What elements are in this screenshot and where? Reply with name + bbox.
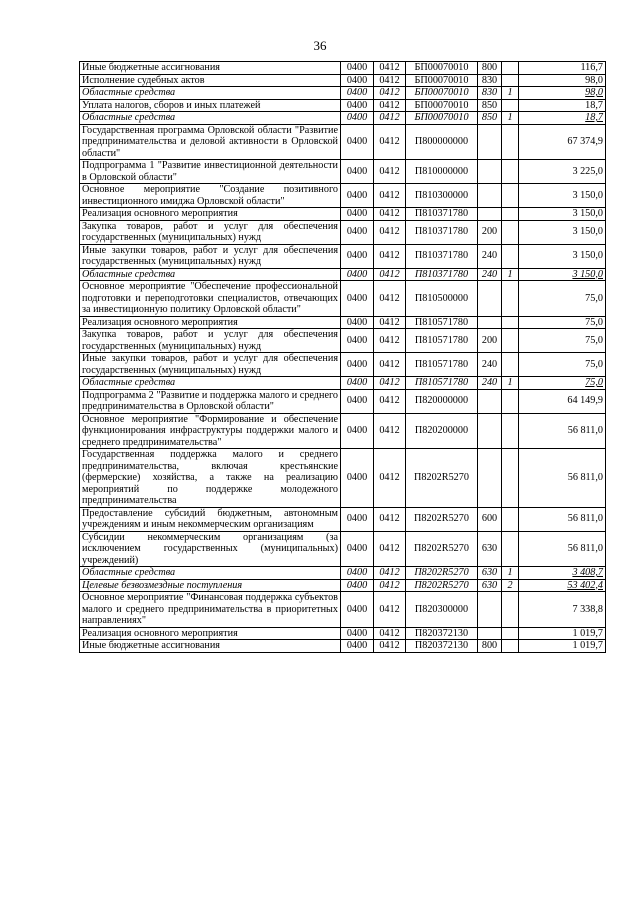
row-expense-type xyxy=(478,281,502,317)
row-expense-type: 200 xyxy=(478,329,502,353)
table-row xyxy=(80,62,606,75)
row-section-code: 0400 xyxy=(341,160,374,184)
table-row xyxy=(80,268,606,281)
row-name: Областные средства xyxy=(80,112,341,125)
row-target-article: П810300000 xyxy=(406,184,478,208)
row-expense-type: 200 xyxy=(478,220,502,244)
row-amount: 18,7 xyxy=(519,99,606,112)
row-target-article: П8202R5270 xyxy=(406,531,478,567)
row-amount: 3 150,0 xyxy=(519,220,606,244)
row-name: Иные бюджетные ассигнования xyxy=(80,62,341,75)
row-subsection-code: 0412 xyxy=(374,184,406,208)
row-amount: 67 374,9 xyxy=(519,124,606,160)
row-target-article: БП00070010 xyxy=(406,87,478,100)
row-funding-source xyxy=(502,316,519,329)
table-row xyxy=(80,87,606,100)
row-expense-type: 830 xyxy=(478,87,502,100)
table-row xyxy=(80,579,606,592)
row-amount: 3 150,0 xyxy=(519,244,606,268)
row-subsection-code: 0412 xyxy=(374,377,406,390)
row-target-article: П820372130 xyxy=(406,627,478,640)
row-expense-type: 240 xyxy=(478,268,502,281)
row-section-code: 0400 xyxy=(341,268,374,281)
row-subsection-code: 0412 xyxy=(374,389,406,413)
table-row xyxy=(80,124,606,160)
row-name: Основное мероприятие "Формирование и обеспечение функционирования инфраструктуры поддержки малого и среднего предпринимательства" xyxy=(80,413,341,449)
row-funding-source xyxy=(502,281,519,317)
row-amount: 1 019,7 xyxy=(519,640,606,653)
row-section-code: 0400 xyxy=(341,389,374,413)
row-section-code: 0400 xyxy=(341,244,374,268)
row-amount: 3 150,0 xyxy=(519,184,606,208)
row-section-code: 0400 xyxy=(341,329,374,353)
row-name: Закупка товаров, работ и услуг для обеспечения государственных (муниципальных) нужд xyxy=(80,220,341,244)
row-section-code: 0400 xyxy=(341,74,374,87)
row-subsection-code: 0412 xyxy=(374,329,406,353)
row-target-article: П8202R5270 xyxy=(406,579,478,592)
table-row xyxy=(80,449,606,508)
row-funding-source xyxy=(502,531,519,567)
table-row xyxy=(80,184,606,208)
row-funding-source xyxy=(502,329,519,353)
row-subsection-code: 0412 xyxy=(374,74,406,87)
row-section-code: 0400 xyxy=(341,640,374,653)
row-expense-type xyxy=(478,592,502,628)
row-funding-source xyxy=(502,627,519,640)
row-expense-type: 800 xyxy=(478,640,502,653)
row-subsection-code: 0412 xyxy=(374,507,406,531)
row-name: Реализация основного мероприятия xyxy=(80,208,341,221)
row-target-article: П810000000 xyxy=(406,160,478,184)
row-amount: 3 225,0 xyxy=(519,160,606,184)
row-target-article: П820300000 xyxy=(406,592,478,628)
row-expense-type xyxy=(478,389,502,413)
row-target-article: П810371780 xyxy=(406,244,478,268)
row-name: Иные закупки товаров, работ и услуг для обеспечения государственных (муниципальных) нужд xyxy=(80,353,341,377)
row-target-article: П810500000 xyxy=(406,281,478,317)
table-row xyxy=(80,507,606,531)
row-target-article: П820372130 xyxy=(406,640,478,653)
row-funding-source xyxy=(502,592,519,628)
row-amount: 64 149,9 xyxy=(519,389,606,413)
row-name: Закупка товаров, работ и услуг для обеспечения государственных (муниципальных) нужд xyxy=(80,329,341,353)
row-subsection-code: 0412 xyxy=(374,244,406,268)
row-section-code: 0400 xyxy=(341,208,374,221)
row-target-article: П8202R5270 xyxy=(406,507,478,531)
row-target-article: П8202R5270 xyxy=(406,567,478,580)
row-section-code: 0400 xyxy=(341,592,374,628)
row-name: Основное мероприятие "Финансовая поддержка субъектов малого и среднего предпринимательства в приоритетных направлениях" xyxy=(80,592,341,628)
row-expense-type: 630 xyxy=(478,567,502,580)
row-amount: 3 408,7 xyxy=(519,567,606,580)
row-expense-type xyxy=(478,160,502,184)
table-row xyxy=(80,99,606,112)
row-funding-source xyxy=(502,353,519,377)
row-name: Основное мероприятие "Обеспечение профессиональной подготовки и переподготовки специалистов, отвечающих за инвестиционную политику Орловской области" xyxy=(80,281,341,317)
row-funding-source xyxy=(502,244,519,268)
row-expense-type xyxy=(478,413,502,449)
table-row xyxy=(80,377,606,390)
row-target-article: П8202R5270 xyxy=(406,449,478,508)
table-row xyxy=(80,244,606,268)
page-number: 36 xyxy=(313,38,327,53)
row-name: Предоставление субсидий бюджетным, автономным учреждениям и иным некоммерческим организациям xyxy=(80,507,341,531)
table-row xyxy=(80,413,606,449)
row-expense-type xyxy=(478,208,502,221)
row-target-article: БП00070010 xyxy=(406,62,478,75)
row-subsection-code: 0412 xyxy=(374,316,406,329)
row-section-code: 0400 xyxy=(341,579,374,592)
row-amount: 116,7 xyxy=(519,62,606,75)
row-target-article: БП00070010 xyxy=(406,99,478,112)
row-expense-type: 600 xyxy=(478,507,502,531)
row-name: Областные средства xyxy=(80,87,341,100)
table-row xyxy=(80,640,606,653)
row-amount: 1 019,7 xyxy=(519,627,606,640)
row-name: Государственная поддержка малого и среднего предпринимательства, включая крестьянские (фермерские) хозяйства, а также на реализацию мероприятий по поддержке молодежного предпринимательства xyxy=(80,449,341,508)
table-row xyxy=(80,627,606,640)
row-target-article: БП00070010 xyxy=(406,74,478,87)
row-section-code: 0400 xyxy=(341,87,374,100)
row-amount: 53 402,4 xyxy=(519,579,606,592)
row-name: Субсидии некоммерческим организациям (за исключением государственных (муниципальных) учреждений) xyxy=(80,531,341,567)
table-row xyxy=(80,112,606,125)
row-funding-source xyxy=(502,220,519,244)
table-row xyxy=(80,160,606,184)
row-funding-source xyxy=(502,208,519,221)
row-subsection-code: 0412 xyxy=(374,579,406,592)
row-subsection-code: 0412 xyxy=(374,208,406,221)
row-target-article: П810571780 xyxy=(406,353,478,377)
table-row xyxy=(80,592,606,628)
row-funding-source: 1 xyxy=(502,268,519,281)
row-section-code: 0400 xyxy=(341,184,374,208)
row-name: Исполнение судебных актов xyxy=(80,74,341,87)
row-section-code: 0400 xyxy=(341,62,374,75)
table-row xyxy=(80,389,606,413)
row-funding-source xyxy=(502,413,519,449)
row-expense-type xyxy=(478,124,502,160)
row-funding-source: 1 xyxy=(502,112,519,125)
row-amount: 75,0 xyxy=(519,377,606,390)
row-section-code: 0400 xyxy=(341,531,374,567)
row-section-code: 0400 xyxy=(341,112,374,125)
row-funding-source xyxy=(502,160,519,184)
row-amount: 3 150,0 xyxy=(519,208,606,221)
row-expense-type: 830 xyxy=(478,74,502,87)
table-row xyxy=(80,329,606,353)
row-expense-type: 850 xyxy=(478,112,502,125)
row-subsection-code: 0412 xyxy=(374,112,406,125)
row-expense-type: 630 xyxy=(478,579,502,592)
row-amount: 75,0 xyxy=(519,316,606,329)
row-name: Областные средства xyxy=(80,377,341,390)
row-name: Государственная программа Орловской области "Развитие предпринимательства и деловой активности в Орловской области" xyxy=(80,124,341,160)
row-name: Реализация основного мероприятия xyxy=(80,316,341,329)
row-name: Целевые безвозмездные поступления xyxy=(80,579,341,592)
row-subsection-code: 0412 xyxy=(374,220,406,244)
row-subsection-code: 0412 xyxy=(374,449,406,508)
row-funding-source xyxy=(502,124,519,160)
row-funding-source xyxy=(502,184,519,208)
row-expense-type xyxy=(478,184,502,208)
table-row xyxy=(80,208,606,221)
row-amount: 3 150,0 xyxy=(519,268,606,281)
row-funding-source: 2 xyxy=(502,579,519,592)
row-expense-type: 240 xyxy=(478,377,502,390)
row-name: Иные закупки товаров, работ и услуг для обеспечения государственных (муниципальных) нужд xyxy=(80,244,341,268)
row-section-code: 0400 xyxy=(341,507,374,531)
table-row xyxy=(80,281,606,317)
row-funding-source: 1 xyxy=(502,377,519,390)
row-subsection-code: 0412 xyxy=(374,531,406,567)
row-target-article: П810571780 xyxy=(406,316,478,329)
row-funding-source: 1 xyxy=(502,567,519,580)
row-expense-type xyxy=(478,316,502,329)
row-target-article: П820000000 xyxy=(406,389,478,413)
row-section-code: 0400 xyxy=(341,281,374,317)
table-row xyxy=(80,316,606,329)
budget-table-body xyxy=(80,62,606,653)
row-name: Реализация основного мероприятия xyxy=(80,627,341,640)
row-funding-source xyxy=(502,74,519,87)
row-amount: 56 811,0 xyxy=(519,449,606,508)
row-amount: 98,0 xyxy=(519,87,606,100)
table-row xyxy=(80,531,606,567)
row-subsection-code: 0412 xyxy=(374,567,406,580)
row-subsection-code: 0412 xyxy=(374,627,406,640)
row-subsection-code: 0412 xyxy=(374,413,406,449)
row-name: Уплата налогов, сборов и иных платежей xyxy=(80,99,341,112)
row-section-code: 0400 xyxy=(341,220,374,244)
row-funding-source xyxy=(502,640,519,653)
row-target-article: П810371780 xyxy=(406,208,478,221)
row-subsection-code: 0412 xyxy=(374,160,406,184)
row-amount: 56 811,0 xyxy=(519,507,606,531)
row-target-article: П810371780 xyxy=(406,220,478,244)
row-target-article: П800000000 xyxy=(406,124,478,160)
row-subsection-code: 0412 xyxy=(374,87,406,100)
row-target-article: П810571780 xyxy=(406,329,478,353)
row-name: Областные средства xyxy=(80,567,341,580)
row-section-code: 0400 xyxy=(341,449,374,508)
row-subsection-code: 0412 xyxy=(374,281,406,317)
row-amount: 75,0 xyxy=(519,329,606,353)
row-name: Основное мероприятие "Создание позитивного инвестиционного имиджа Орловской области" xyxy=(80,184,341,208)
row-section-code: 0400 xyxy=(341,627,374,640)
row-expense-type: 240 xyxy=(478,353,502,377)
row-subsection-code: 0412 xyxy=(374,268,406,281)
row-funding-source xyxy=(502,449,519,508)
row-amount: 56 811,0 xyxy=(519,531,606,567)
row-section-code: 0400 xyxy=(341,353,374,377)
row-section-code: 0400 xyxy=(341,99,374,112)
row-funding-source xyxy=(502,99,519,112)
row-amount: 56 811,0 xyxy=(519,413,606,449)
row-expense-type xyxy=(478,627,502,640)
row-funding-source xyxy=(502,507,519,531)
row-expense-type xyxy=(478,449,502,508)
row-funding-source xyxy=(502,389,519,413)
table-row xyxy=(80,74,606,87)
row-expense-type: 630 xyxy=(478,531,502,567)
row-target-article: П810571780 xyxy=(406,377,478,390)
row-amount: 18,7 xyxy=(519,112,606,125)
table-row xyxy=(80,567,606,580)
row-name: Подпрограмма 1 "Развитие инвестиционной деятельности в Орловской области" xyxy=(80,160,341,184)
row-subsection-code: 0412 xyxy=(374,592,406,628)
row-section-code: 0400 xyxy=(341,124,374,160)
budget-table xyxy=(79,61,606,653)
row-section-code: 0400 xyxy=(341,377,374,390)
row-target-article: П810371780 xyxy=(406,268,478,281)
row-name: Подпрограмма 2 "Развитие и поддержка малого и среднего предпринимательства в Орловской области" xyxy=(80,389,341,413)
row-amount: 75,0 xyxy=(519,353,606,377)
row-expense-type: 240 xyxy=(478,244,502,268)
row-section-code: 0400 xyxy=(341,567,374,580)
row-funding-source xyxy=(502,62,519,75)
row-subsection-code: 0412 xyxy=(374,99,406,112)
row-expense-type: 800 xyxy=(478,62,502,75)
row-name: Иные бюджетные ассигнования xyxy=(80,640,341,653)
row-expense-type: 850 xyxy=(478,99,502,112)
row-section-code: 0400 xyxy=(341,413,374,449)
row-target-article: БП00070010 xyxy=(406,112,478,125)
row-target-article: П820200000 xyxy=(406,413,478,449)
row-subsection-code: 0412 xyxy=(374,62,406,75)
table-row xyxy=(80,353,606,377)
row-amount: 7 338,8 xyxy=(519,592,606,628)
row-amount: 98,0 xyxy=(519,74,606,87)
row-section-code: 0400 xyxy=(341,316,374,329)
row-subsection-code: 0412 xyxy=(374,353,406,377)
row-subsection-code: 0412 xyxy=(374,640,406,653)
row-amount: 75,0 xyxy=(519,281,606,317)
table-row xyxy=(80,220,606,244)
row-subsection-code: 0412 xyxy=(374,124,406,160)
row-funding-source: 1 xyxy=(502,87,519,100)
row-name: Областные средства xyxy=(80,268,341,281)
